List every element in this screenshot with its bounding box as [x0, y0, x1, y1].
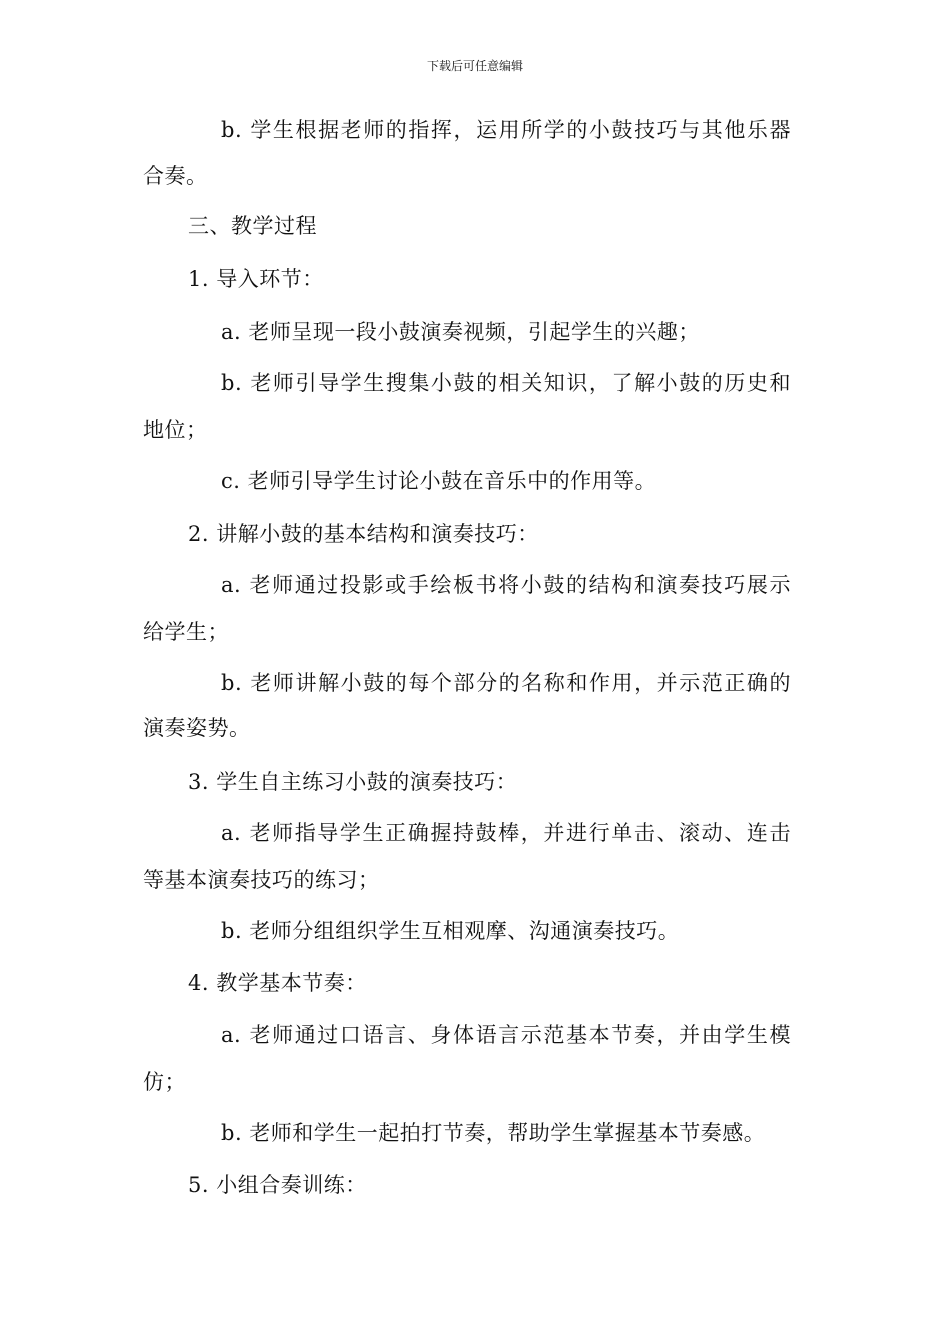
step-1-item-c: c. 老师引导学生讨论小鼓在音乐中的作用等。 — [221, 469, 657, 493]
step-3-item-b: b. 老师分组组织学生互相观摩、沟通演奏技巧。 — [221, 919, 680, 943]
step-2-item-b-line1: b. 老师讲解小鼓的每个部分的名称和作用，并示范正确的 — [221, 671, 791, 695]
section-heading-teaching-process: 三、教学过程 — [188, 214, 317, 238]
step-2-heading: 2. 讲解小鼓的基本结构和演奏技巧： — [188, 522, 539, 546]
page-header: 下载后可任意编辑 — [426, 59, 523, 73]
item-b-ensemble-line2: 合奏。 — [143, 164, 208, 188]
step-3-item-a-line2: 等基本演奏技巧的练习； — [143, 868, 380, 892]
step-4-heading: 4. 教学基本节奏： — [188, 971, 367, 995]
step-3-heading: 3. 学生自主练习小鼓的演奏技巧： — [188, 770, 518, 794]
step-2-item-a-line1: a. 老师通过投影或手绘板书将小鼓的结构和演奏技巧展示 — [221, 573, 791, 597]
step-2-item-b-line2: 演奏姿势。 — [143, 716, 251, 740]
step-4-item-a-line1: a. 老师通过口语言、身体语言示范基本节奏，并由学生模 — [221, 1023, 791, 1047]
step-4-item-a-line2: 仿； — [143, 1070, 186, 1094]
item-b-ensemble-line1: b. 学生根据老师的指挥，运用所学的小鼓技巧与其他乐器 — [221, 118, 791, 142]
step-1-item-b-line1: b. 老师引导学生搜集小鼓的相关知识，了解小鼓的历史和 — [221, 371, 791, 395]
step-4-item-b: b. 老师和学生一起拍打节奏，帮助学生掌握基本节奏感。 — [221, 1121, 766, 1145]
step-1-heading: 1. 导入环节： — [188, 267, 324, 291]
step-1-item-a: a. 老师呈现一段小鼓演奏视频，引起学生的兴趣； — [221, 320, 700, 344]
step-3-item-a-line1: a. 老师指导学生正确握持鼓棒，并进行单击、滚动、连击 — [221, 821, 791, 845]
step-2-item-a-line2: 给学生； — [143, 620, 229, 644]
step-5-heading: 5. 小组合奏训练： — [188, 1173, 367, 1197]
step-1-item-b-line2: 地位； — [143, 418, 208, 442]
